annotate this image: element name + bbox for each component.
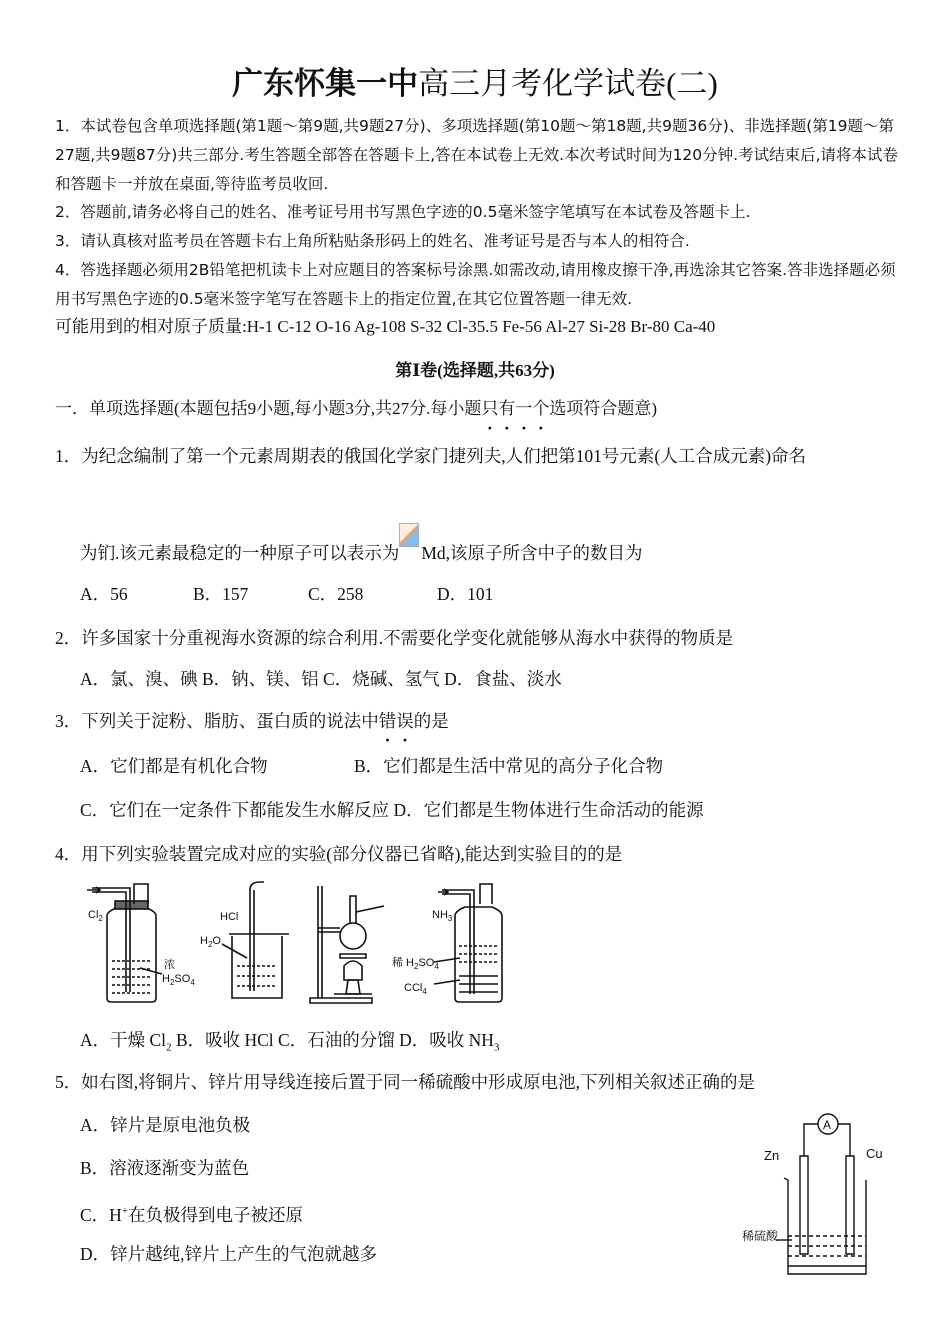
q1-stem-part-b: Md,该原子所含中子的数目为 <box>421 543 643 563</box>
exam-name: 高三月考化学试卷(二) <box>418 66 718 101</box>
q5-option-c <box>80 1197 303 1229</box>
q3-emphasis-char: 错 <box>378 711 397 731</box>
q4-apparatus-figure <box>82 876 512 1008</box>
instruction-3: 3．请认真核对监考员在答题卡右上角所粘贴条形码上的姓名、准考证号是否与本人的相符合. <box>55 232 690 250</box>
q3-stem <box>55 707 449 735</box>
label-hcl: HCl <box>220 911 239 923</box>
part1-emphasis-char: 个 <box>532 399 550 418</box>
instruction-2: 2．答题前,请务必将自己的姓名、准考证号用书写黑色字迹的0.5毫米签字笔填写在本试卷及答题卡上. <box>55 203 751 221</box>
school-name: 广东怀集一中 <box>232 66 419 101</box>
label-ccl4: CCl$_4$ <box>404 982 427 996</box>
dilute-acid-label: 稀硫酸 <box>742 1229 779 1243</box>
label-nong: 浓 <box>164 959 175 971</box>
q5-option-c-rest: 在负极得到电子被还原 <box>128 1204 304 1225</box>
q2-stem: 2．许多国家十分重视海水资源的综合利用.不需要化学变化就能够从海水中获得的物质是 <box>55 628 734 648</box>
atomic-mass-line: 可能用到的相对原子质量:H-1 C-12 O-16 Ag-108 S-32 Cl-35.5 Fe-56 Al-27 Si-28 Br-80 Ca-40 <box>55 317 716 336</box>
part1-pre: 一．单项选择题(本题包括9小题,每小题3分,共27分.每小题 <box>55 399 482 418</box>
label-h2o: $H_2O$ <box>200 935 221 949</box>
q5-option-d: D．锌片越纯,锌片上产生的气泡就越多 <box>80 1244 378 1264</box>
q1-stem-part-a: 为钔.该元素最稳定的一种原子可以表示为 <box>80 543 400 563</box>
section-title: 第Ⅰ卷(选择题,共63分) <box>395 361 555 380</box>
label-nh3: $NH_3$ <box>432 909 453 923</box>
ammeter-label: A <box>823 1118 832 1132</box>
label-h2so4-a: $H_2SO_4$ <box>162 973 195 987</box>
q1-option-b: B．157 <box>193 584 249 604</box>
part1-emphasis <box>481 399 549 418</box>
cu-label: Cu <box>866 1146 883 1161</box>
q5-galvanic-cell-figure <box>738 1106 898 1282</box>
q3-option-b: B．它们都是生活中常见的高分子化合物 <box>354 756 664 776</box>
q3-emphasis-char: 误 <box>396 711 414 731</box>
q5-stem: 5．如右图,将铜片、锌片用导线连接后置于同一稀硫酸中形成原电池,下列相关叙述正确的是 <box>55 1072 755 1092</box>
page-title <box>0 64 950 104</box>
part1-heading <box>55 395 657 423</box>
q4-option-bcd: B．吸收 HCl C．石油的分馏 D．吸收 NH <box>171 1030 494 1050</box>
q3-stem-post: 的是 <box>413 711 449 731</box>
label-dilute-h2so4: 稀 $H_2SO_4$ <box>392 957 439 971</box>
q3-stem-pre: 3．下列关于淀粉、脂肪、蛋白质的说法中 <box>55 711 379 731</box>
q1-option-c: C．258 <box>308 584 364 604</box>
q5-option-c-prefix: C．H <box>80 1204 122 1225</box>
q4-options <box>80 1026 499 1062</box>
q2-options: A．氯、溴、碘 B．钠、镁、铝 C．烧碱、氢气 D．食盐、淡水 <box>80 669 562 689</box>
q5-option-c-sup: + <box>121 1205 129 1217</box>
q1-stem-line1: 1．为纪念编制了第一个元素周期表的俄国化学家门捷列夫,人们把第101号元素(人工合成元素)命名 <box>55 446 807 466</box>
q4-stem: 4．用下列实验装置完成对应的实验(部分仪器已省略),能达到实验目的的是 <box>55 844 623 864</box>
q4-option-a-sub: 2 <box>166 1041 172 1054</box>
zn-label: Zn <box>764 1148 780 1163</box>
q4-option-d-sub: 3 <box>493 1041 500 1054</box>
q1-option-d: D．101 <box>437 584 494 604</box>
q3-option-cd: C．它们在一定条件下都能发生水解反应 D．它们都是生物体进行生命活动的能源 <box>80 800 704 820</box>
part1-emphasis-char: 一 <box>515 399 533 418</box>
broken-image-icon <box>399 523 419 547</box>
part1-emphasis-char: 有 <box>498 399 516 418</box>
q1-stem-line2 <box>80 523 643 567</box>
q4-option-a: A．干燥 Cl <box>80 1030 167 1050</box>
q1-option-a: A．56 <box>80 584 128 604</box>
part1-post: 选项符合题意) <box>549 399 658 418</box>
q5-option-a: A．锌片是原电池负极 <box>80 1115 251 1135</box>
q3-option-a: A．它们都是有机化合物 <box>80 756 268 776</box>
part1-emphasis-char: 只 <box>481 399 499 418</box>
instruction-1: 1．本试卷包含单项选择题(第1题～第9题,共9题27分)、多项选择题(第10题～第18题,共9题36分)、非选择题(第19题～第27题,共9题87分)共三部分.考生答题全部答在答题卡上,答在本试卷上无效.本次考试时间为120分钟.考试结束后,请将本试卷和答题卡一并放在桌面,等待监考员收回. <box>55 117 899 193</box>
instruction-4: 4．答选择题必须用2B铅笔把机读卡上对应题目的答案标号涂黑.如需改动,请用橡皮擦干净,再选涂其它答案.答非选择题必须用书写黑色字迹的0.5毫米签字笔写在答题卡上的指定位置,在其它位置答题一律无效. <box>55 261 896 308</box>
q5-option-b: B．溶液逐渐变为蓝色 <box>80 1158 250 1178</box>
label-cl2: $Cl_2$ <box>88 909 103 923</box>
q3-emphasis <box>379 711 414 731</box>
